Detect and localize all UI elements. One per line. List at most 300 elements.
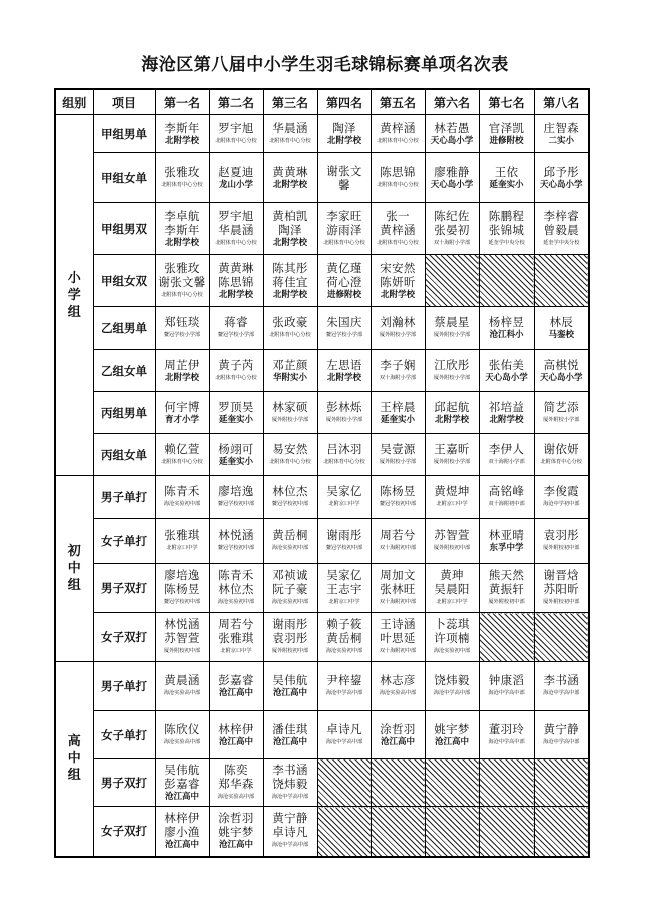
player-names: 罗宇旭 [218, 120, 254, 135]
school-name: 厦外附校小学部 [325, 416, 363, 423]
result-cell [263, 564, 317, 613]
event-label: 乙组男单 [93, 307, 155, 350]
result-cell [371, 153, 425, 203]
player-names: 陈其彤 蒋佳宜 [272, 260, 308, 289]
result-cell [317, 613, 371, 662]
player-names: 卜蕊琪 许项楠 [434, 617, 470, 645]
result-cell [317, 434, 371, 476]
result-cell [371, 350, 425, 392]
result-cell [155, 613, 209, 662]
result-cell [209, 307, 263, 350]
table-row [55, 115, 589, 153]
empty-cell [534, 807, 589, 857]
event-label: 男子双打 [93, 564, 155, 613]
table-row [55, 307, 589, 350]
result-cell [263, 392, 317, 434]
result-cell [317, 153, 371, 203]
player-names: 林梓伊 [218, 721, 254, 736]
header-rank-6: 第六名 [425, 89, 479, 115]
player-names: 陈鹏程 张锦城 [488, 208, 525, 237]
player-names: 张佑美 [488, 357, 525, 372]
result-cell [371, 519, 425, 564]
school-name: 北附学校 [272, 237, 307, 248]
player-names: 易安然 [272, 441, 308, 456]
school-name: 沧江高中 [272, 688, 307, 698]
player-names: 谢雨彤 [326, 528, 362, 542]
result-cell [317, 255, 371, 307]
empty-cell [479, 807, 534, 857]
event-label: 甲组女双 [93, 255, 155, 307]
player-names: 黄黄琳 陈思锦 [218, 260, 254, 289]
school-name: 厦外附校初中部 [271, 648, 309, 654]
empty-cell [317, 807, 371, 857]
result-cell [209, 203, 263, 255]
result-cell [209, 519, 263, 564]
table-row [55, 434, 589, 476]
player-names: 赖子筱 黄岳桐 [326, 617, 362, 645]
player-names: 饶炜毅 [434, 673, 470, 687]
player-names: 尹梓鋆 [326, 673, 362, 687]
result-cell [209, 613, 263, 662]
player-names: 涂哲羽 [380, 721, 416, 736]
player-names: 吕沐羽 [326, 441, 362, 456]
result-cell [209, 115, 263, 153]
result-cell [371, 662, 425, 711]
player-names: 黄珅 吴晨阳 [434, 568, 470, 596]
school-name: 马銮校 [548, 330, 574, 340]
school-name: 厦外附校小学部 [379, 332, 417, 338]
group-label [55, 476, 93, 662]
result-cell [425, 153, 479, 203]
result-cell [263, 307, 317, 350]
school-name: 进修附校 [326, 289, 361, 300]
result-cell [479, 203, 534, 255]
school-name: 北附体育中心分校 [269, 332, 311, 338]
school-name: 厦外附校小学部 [433, 374, 471, 381]
player-names: 华晨涵 [272, 120, 308, 135]
group-name: 高 中 组 [67, 734, 81, 784]
result-cell [263, 350, 317, 392]
school-name: 延奎实小 [218, 414, 253, 425]
result-cell [209, 153, 263, 203]
group-label [55, 115, 93, 476]
result-cell [317, 115, 371, 153]
result-cell [425, 662, 479, 711]
school-name: 海沧实验高中部 [379, 690, 417, 696]
result-cell [479, 350, 534, 392]
school-name: 厦外附校小学部 [433, 458, 471, 465]
result-cell [317, 392, 371, 434]
results-table [54, 88, 590, 858]
result-cell [425, 392, 479, 434]
player-names: 林亚晴 [488, 528, 525, 542]
player-names: 邓芷颜 [272, 357, 308, 372]
result-cell [371, 476, 425, 519]
player-names: 苏智萱 [434, 528, 470, 542]
player-names: 李斯年 [164, 120, 200, 135]
result-cell [263, 711, 317, 759]
empty-cell [479, 759, 534, 807]
player-names: 周若兮 张雅琪 [218, 617, 254, 645]
result-cell [479, 564, 534, 613]
player-names: 谢晋焓 苏阳昕 [543, 568, 579, 596]
player-names: 官泽凯 [488, 120, 525, 135]
player-names: 李家旺 游雨泽 [326, 208, 362, 237]
header-rank-4: 第四名 [317, 89, 371, 115]
player-names: 吴伟航 彭嘉睿 [164, 762, 200, 791]
result-cell [263, 434, 317, 476]
school-name: 海沧中学高中部 [325, 690, 363, 696]
result-cell [479, 115, 534, 153]
player-names: 黄子芮 [218, 357, 254, 372]
result-cell [479, 392, 534, 434]
player-names: 廖培逸 [218, 484, 254, 498]
result-cell [425, 434, 479, 476]
result-cell [534, 434, 589, 476]
player-names: 廖培逸 陈杨昱 [164, 568, 200, 596]
school-name: 沧江高中 [434, 736, 469, 747]
result-cell [534, 564, 589, 613]
school-name: 海沧实验高中部 [163, 690, 201, 696]
result-cell [479, 711, 534, 759]
result-cell [371, 711, 425, 759]
empty-cell [534, 759, 589, 807]
player-names: 陶泽 [332, 120, 356, 135]
empty-cell [479, 255, 534, 307]
school-name: 北附学校 [380, 289, 415, 300]
player-names: 陈奕 郑华森 [218, 762, 254, 791]
school-name: 延奎实小 [380, 414, 415, 425]
school-name: 海沧实验初中部 [217, 599, 255, 605]
result-cell [371, 564, 425, 613]
player-names: 王梓晨 [380, 399, 416, 414]
school-name: 天心岛小学 [539, 372, 583, 383]
school-name: 北附京口中学 [328, 599, 360, 605]
school-name: 北附学校 [326, 372, 361, 383]
school-name: 天心岛小学 [539, 179, 583, 190]
result-cell [317, 350, 371, 392]
player-names: 罗顶昊 [218, 399, 254, 414]
result-cell [263, 613, 317, 662]
result-cell [479, 662, 534, 711]
header-rank-8: 第八名 [534, 89, 589, 115]
result-cell [209, 759, 263, 807]
result-cell [155, 564, 209, 613]
player-names: 李书涵 饶炜毅 [272, 762, 308, 791]
result-cell [425, 115, 479, 153]
player-names: 杨梓昱 [488, 315, 525, 329]
event-label: 女子双打 [93, 807, 155, 857]
school-name: 北附体育中心分校 [215, 239, 257, 246]
result-cell [263, 255, 317, 307]
empty-cell [371, 807, 425, 857]
result-cell [534, 662, 589, 711]
player-names: 邱予彤 [543, 164, 579, 179]
result-cell [155, 153, 209, 203]
event-label: 男子双打 [93, 759, 155, 807]
school-name: 延奎实小 [218, 456, 253, 467]
result-cell [371, 115, 425, 153]
player-names: 邱起航 [434, 399, 470, 414]
player-names: 林家硕 [272, 399, 308, 414]
empty-cell [534, 613, 589, 662]
table-row [55, 807, 589, 857]
result-cell [155, 255, 209, 307]
result-cell [317, 476, 371, 519]
school-name: 海沧实验初中部 [163, 501, 201, 507]
player-names: 王嘉昕 [434, 441, 470, 456]
school-name: 鳌冠学校小学部 [163, 332, 201, 338]
player-names: 王诗涵 叶思延 [380, 617, 416, 645]
school-name: 北附京口中学 [436, 599, 468, 605]
result-cell [534, 476, 589, 519]
table-row [55, 476, 589, 519]
event-label: 丙组男单 [93, 392, 155, 434]
table-row [55, 203, 589, 255]
player-names: 张雅玫 [164, 164, 200, 179]
player-names: 彭嘉睿 [218, 673, 254, 687]
school-name: 双十海附初中部 [379, 648, 417, 654]
header-rank-7: 第七名 [479, 89, 534, 115]
school-name: 北附体育中心分校 [215, 374, 257, 381]
player-names: 林悦涵 [218, 528, 254, 542]
player-names: 何宇博 [164, 399, 200, 414]
player-names: 董羽玲 [488, 721, 525, 736]
result-cell [479, 434, 534, 476]
school-name: 北附体育中心分校 [161, 458, 203, 465]
header-row [55, 89, 589, 115]
school-name: 北附体育中心分校 [377, 181, 419, 188]
result-cell [534, 350, 589, 392]
player-names: 朱国庆 [326, 315, 362, 329]
school-name: 沧江高中 [380, 736, 415, 747]
school-name: 鳌冠学校初中部 [379, 501, 417, 507]
player-names: 李俊霞 [543, 484, 579, 498]
school-name: 沧江高中 [218, 840, 253, 851]
player-names: 谢依妍 [543, 441, 579, 456]
school-name: 鳌冠学校小学部 [217, 332, 255, 338]
player-names: 张政豪 [272, 315, 308, 329]
school-name: 鳌冠学校初中部 [325, 545, 363, 551]
result-cell [263, 662, 317, 711]
player-names: 陈思锦 [380, 164, 416, 179]
result-cell [534, 519, 589, 564]
result-cell [263, 203, 317, 255]
player-names: 吴家亿 王志宇 [326, 568, 362, 596]
school-name: 天心岛小学 [430, 179, 474, 190]
school-name: 双十海附小学部 [433, 239, 471, 246]
school-name: 北附学校 [272, 289, 307, 300]
school-name: 进修附校 [489, 135, 524, 146]
header-rank-2: 第二名 [209, 89, 263, 115]
school-name: 海沧中学高中部 [488, 690, 525, 696]
school-name: 沧江高中 [218, 688, 253, 698]
header-event: 项目 [93, 89, 155, 115]
player-names: 刘瀚林 [380, 315, 416, 329]
school-name: 海沧中学高中部 [325, 738, 363, 745]
school-name: 厦外附校初中部 [433, 545, 471, 551]
player-names: 黄宁静 卓诗凡 [272, 811, 308, 840]
school-name: 北附学校 [326, 135, 361, 146]
school-name: 海沧实验初中部 [325, 648, 363, 654]
empty-cell [534, 255, 589, 307]
result-cell [263, 807, 317, 857]
result-cell [155, 711, 209, 759]
player-names: 祁培益 [488, 399, 525, 414]
table-row [55, 350, 589, 392]
school-name: 北附体育中心分校 [215, 137, 257, 144]
school-name: 北附学校 [218, 289, 253, 300]
group-label [55, 662, 93, 857]
school-name: 沧江科小 [489, 330, 524, 340]
school-name: 沧江高中 [272, 736, 307, 747]
player-names: 黄梓涵 [380, 120, 416, 135]
event-label: 男子单打 [93, 662, 155, 711]
school-name: 北附体育中心分校 [377, 137, 419, 144]
result-cell [317, 519, 371, 564]
group-name: 小 学 组 [67, 270, 81, 320]
table-row [55, 711, 589, 759]
result-cell [155, 203, 209, 255]
player-names: 赵夏迪 [218, 164, 254, 179]
player-names: 郑钰琰 [164, 315, 200, 329]
school-name: 北附学校 [164, 135, 199, 146]
empty-cell [479, 613, 534, 662]
player-names: 赖亿萱 [164, 441, 200, 456]
player-names: 李书涵 [543, 673, 579, 687]
player-names: 李伊人 [488, 441, 525, 456]
school-name: 二实小 [548, 135, 574, 146]
player-names: 陈纪佐 张晏初 [434, 208, 470, 237]
result-cell [371, 613, 425, 662]
result-cell [155, 759, 209, 807]
result-cell [155, 476, 209, 519]
player-names: 熊天然 黄振轩 [488, 568, 525, 596]
player-names: 林辰 [549, 315, 574, 329]
result-cell [263, 153, 317, 203]
results-body [55, 115, 589, 857]
player-names: 陈杨昱 [380, 484, 416, 498]
result-cell [371, 255, 425, 307]
school-name: 延奎学中央分校 [543, 239, 580, 246]
result-cell [425, 564, 479, 613]
result-cell [534, 711, 589, 759]
player-names: 黄晨涵 [164, 673, 200, 687]
result-cell [209, 255, 263, 307]
player-names: 廖雅静 [434, 164, 470, 179]
result-cell [317, 662, 371, 711]
result-cell [425, 519, 479, 564]
player-names: 姚宇梦 [434, 721, 470, 736]
result-cell [371, 307, 425, 350]
player-names: 黄黄琳 [272, 164, 308, 179]
result-cell [155, 519, 209, 564]
result-cell [479, 307, 534, 350]
player-names: 宋安然 陈妍昕 [380, 260, 416, 289]
school-name: 沧江高中 [164, 791, 199, 802]
event-label: 乙组女单 [93, 350, 155, 392]
event-label: 女子单打 [93, 711, 155, 759]
school-name: 双十海附小学部 [488, 458, 525, 465]
event-label: 女子单打 [93, 519, 155, 564]
player-names: 陈青禾 林位杰 [218, 568, 254, 596]
school-name: 双十海附初中部 [379, 599, 417, 605]
school-name: 海沧实验初中部 [271, 545, 309, 551]
player-names: 林若愚 [434, 120, 470, 135]
result-cell [534, 307, 589, 350]
result-cell [425, 203, 479, 255]
school-name: 海沧中学高中部 [433, 690, 471, 696]
table-row [55, 255, 589, 307]
result-cell [209, 476, 263, 519]
school-name: 龙山小学 [218, 179, 253, 190]
player-names: 陈欣仪 [164, 721, 200, 736]
school-name: 育才小学 [164, 414, 199, 425]
school-name: 海沧实验初中部 [433, 648, 471, 654]
table-row [55, 392, 589, 434]
school-name: 北附体育中心分校 [377, 239, 419, 246]
player-names: 林悦涵 苏智萱 [164, 617, 200, 645]
school-name: 沧江高中 [164, 840, 199, 851]
school-name: 北附体育中心分校 [269, 137, 311, 144]
school-name: 北附学校 [272, 179, 307, 190]
player-names: 简艺添 [543, 399, 579, 414]
school-name: 海沧中学高中部 [543, 738, 580, 745]
result-cell [209, 350, 263, 392]
player-names: 黄宁静 [543, 721, 579, 736]
player-names: 黄岳桐 [272, 528, 308, 542]
header-rank-3: 第三名 [263, 89, 317, 115]
event-label: 男子单打 [93, 476, 155, 519]
player-names: 谢张文 馨 [326, 163, 362, 192]
result-cell [371, 434, 425, 476]
event-label: 甲组男单 [93, 115, 155, 153]
table-row [55, 759, 589, 807]
player-names: 周芷伊 [164, 357, 200, 372]
player-names: 邓祯诚 阮子豪 [272, 568, 308, 596]
event-label: 女子双打 [93, 613, 155, 662]
school-name: 海沧实验初中部 [271, 599, 309, 605]
result-cell [534, 203, 589, 255]
player-names: 吴伟航 [272, 673, 308, 687]
player-names: 李梓睿 曾毅晨 [543, 208, 579, 237]
school-name: 天心岛小学 [485, 372, 528, 383]
school-name: 鳌冠学校小学部 [325, 332, 363, 338]
school-name: 海沧实验高中部 [217, 793, 255, 800]
player-names: 林志彦 [380, 673, 416, 687]
result-cell [317, 711, 371, 759]
school-name: 厦外附校初中部 [163, 648, 201, 654]
result-cell [209, 662, 263, 711]
result-cell [479, 476, 534, 519]
player-names: 涂哲羽 姚宇梦 [218, 811, 254, 840]
school-name: 延奎实小 [489, 179, 524, 190]
player-names: 潘佳琪 [272, 721, 308, 736]
result-cell [425, 350, 479, 392]
school-name: 北附学校 [164, 372, 199, 383]
school-name: 鳌冠学校初中部 [217, 501, 255, 507]
table-row [55, 519, 589, 564]
school-name: 双十海附初中部 [488, 501, 525, 507]
player-names: 林位杰 [272, 484, 308, 498]
player-names: 周加文 张林旺 [380, 568, 416, 596]
school-name: 厦外附校小学部 [271, 416, 309, 423]
result-cell [155, 807, 209, 857]
event-label: 甲组女单 [93, 153, 155, 203]
school-name: 海沧中学高中部 [488, 738, 525, 745]
player-names: 左思语 [326, 357, 362, 372]
result-cell [425, 711, 479, 759]
